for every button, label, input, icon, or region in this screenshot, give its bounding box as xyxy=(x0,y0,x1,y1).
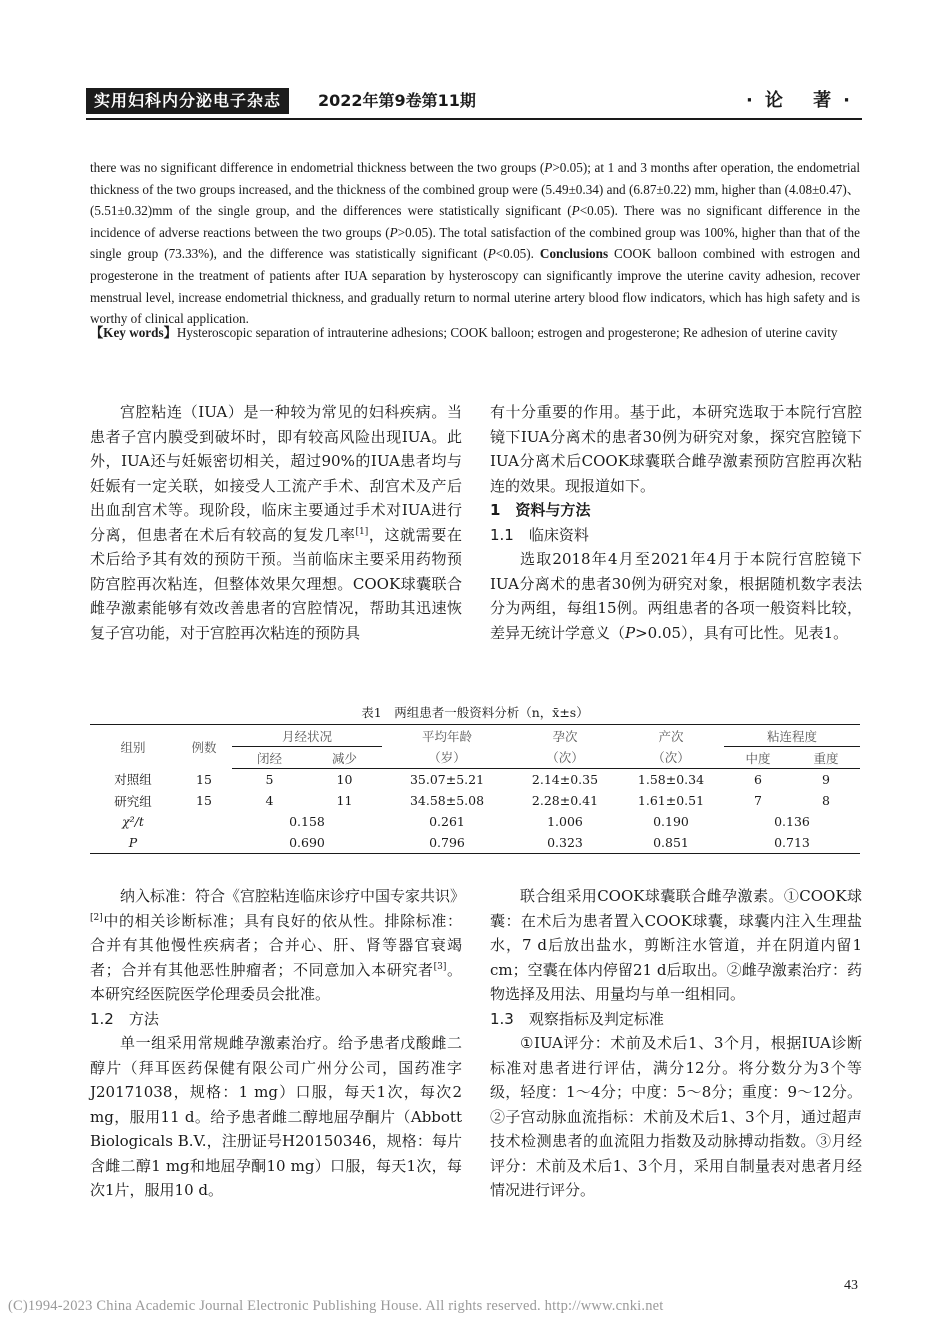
body-column-1 xyxy=(90,400,462,645)
col-header-severe: 重度 xyxy=(792,747,860,769)
abstract-text: there was no significant difference in endometrial thickness between the two groups (P>0.05); at 1 and 3 months after operation, the endometrial thickness of the two groups increased, and the thickness of the combined group were (5.49±0.34) and (6.87±0.22) mm, higher than (4.08±0.47)、(5.51±0.32)mm of the single group, and the differences were statistically significant (P<0.05). There was no significant difference in the incidence of adverse reactions between the two groups (P>0.05). The total satisfaction of the combined group was 100%, higher than that of the single group (73.33%), and the difference was statistically significant (P<0.05). Conclusions COOK balloon combined with estrogen and progesterone in the treatment of patients after IUA separation by hysteroscopy can significantly improve the uterine cavity adhesion, recover menstrual level, increase endometrial thickness, and gradually return to normal uterine artery blood flow indicators, which has high safety and is worthy of clinical application. xyxy=(90,160,860,327)
col-header-age-unit: （岁） xyxy=(382,747,512,769)
table-row-p: P 0.690 0.796 0.323 0.851 0.713 xyxy=(90,832,860,854)
col-header-pregnancy: 孕次 xyxy=(512,725,618,747)
section-heading-1-3: 1.3 观察指标及判定标准 xyxy=(490,1009,664,1028)
section-heading-1: 1 资料与方法 xyxy=(490,501,591,519)
criteria-paragraph: 纳入标准：符合《宫腔粘连临床诊疗中国专家共识》[2]中的相关诊断标准；具有良好的依从性。排除标准：合并有其他慢性疾病者；合并心、肝、肾等器官衰竭者；合并有其他恶性肿瘤者；不同意加入本研究者[3]。本研究经医院医学伦理委员会批准。 xyxy=(90,887,466,1003)
citation-1[interactable]: [1] xyxy=(355,526,369,537)
header-rule xyxy=(86,118,862,120)
table-title: 表1 两组患者一般资料分析（n，x̄±s） xyxy=(361,705,589,720)
citation-2[interactable]: [2] xyxy=(90,912,103,923)
col-header-parity: 产次 xyxy=(618,725,724,747)
page-number: 43 xyxy=(844,1278,858,1293)
journal-name: 实用妇科内分泌电子杂志 xyxy=(86,88,289,114)
combined-group-paragraph: 联合组采用COOK球囊联合雌孕激素。①COOK球囊：在术后为患者置入COOK球囊，球囊内注入生理盐水，7 d后放出盐水，剪断注水管道，并在阴道内留1 cm；空囊在体内停留21 d后取出。②雌孕激素治疗：药物选择及用法、用量均与单一组相同。 xyxy=(490,887,862,1003)
col-header-parity-unit: （次） xyxy=(618,747,724,769)
table-row: 对照组 15 5 10 35.07±5.21 2.14±0.35 1.58±0.34 6 9 xyxy=(114,771,830,788)
general-data-table xyxy=(90,724,860,854)
col-header-pregnancy-unit: （次） xyxy=(512,747,618,769)
issue-info: 2022年第9卷第11期 xyxy=(318,91,476,110)
table-row: 研究组 15 4 11 34.58±5.08 2.28±0.41 1.61±0.51 7 8 xyxy=(114,793,830,809)
body-column-4 xyxy=(490,884,862,1203)
copyright-watermark: (C)1994-2023 China Academic Journal Electronic Publishing House. All rights reserved. http://www.cnki.net xyxy=(8,1298,664,1314)
citation-3[interactable]: [3] xyxy=(433,961,447,972)
col-header-adhesion: 粘连程度 xyxy=(724,725,860,747)
body-column-2 xyxy=(490,400,862,645)
col-header-menses: 月经状况 xyxy=(232,725,382,747)
body-column-3 xyxy=(90,884,466,1203)
table-row-stat: χ²/t 0.158 0.261 1.006 0.190 0.136 xyxy=(122,814,810,829)
section-label: ·论 著· xyxy=(746,90,862,111)
clinical-data-paragraph: 选取2018年4月至2021年4月于本院行宫腔镜下IUA分离术的患者30例为研究对象，根据随机数字表法分为两组，每组15例。两组患者的各项一般资料比较，差异无统计学意义（P>0.05），具有可比性。见表1。 xyxy=(490,550,862,642)
section-heading-1-1: 1.1 临床资料 xyxy=(490,525,589,544)
col-header-cases: 例数 xyxy=(176,725,232,769)
intro-paragraph: 宫腔粘连（IUA）是一种较为常见的妇科疾病。当患者子宫内膜受到破坏时，即有较高风险出现IUA。此外，IUA还与妊娠密切相关，超过90%的IUA患者均与妊娠有一定关联，如接受人工流产手术、刮宫术及产后出血刮宫术等。现阶段，临床主要通过手术对IUA进行分离，但患者在术后有较高的复发几率[1]，这就需要在术后给予其有效的预防干预。当前临床主要采用药物预防宫腔再次粘连，但整体效果欠理想。COOK球囊联合雌孕激素能够有效改善患者的宫腔情况，帮助其迅速恢复子宫功能，对于宫腔再次粘连的预防具 xyxy=(90,403,462,642)
conclusions-label: Conclusions xyxy=(539,246,609,262)
col-header-group: 组别 xyxy=(90,725,176,769)
indicators-paragraph: ①IUA评分：术前及术后1、3个月，根据IUA诊断标准对患者进行评估，满分12分。将分数分为3个等级，轻度：1～4分；中度：5～8分；重度：9～12分。②子宫动脉血流指标：术前及术后1、3个月，通过超声技术检测患者的血流阻力指数及动脉搏动指数。③月经评分：术前及术后1、3个月，采用自制量表对患者月经情况进行评分。 xyxy=(490,1034,862,1199)
keywords: 【Key words】Hysteroscopic separation of intrauterine adhesions; COOK balloon; estrogen and progesterone; Re adhesion of uterine cavity xyxy=(90,325,838,340)
col-header-moderate: 中度 xyxy=(724,747,792,769)
method-paragraph: 单一组采用常规雌孕激素治疗。给予患者戊酸雌二醇片（拜耳医药保健有限公司广州分公司，国药准字J20171038，规格：1 mg）口服，每天1次，每次2 mg，服用11 d。给予患者雌二醇地屈孕酮片（Abbott Biologicals B.V.，注册证号H20150346，规格：每片含雌二醇1 mg和地屈孕酮10 mg）口服，每天1次，每次1片，服用10 d。 xyxy=(90,1034,462,1199)
col-header-reduced: 减少 xyxy=(307,747,382,769)
col-header-age: 平均年龄 xyxy=(382,725,512,747)
intro-paragraph-cont: 有十分重要的作用。基于此，本研究选取于本院行宫腔镜下IUA分离术的患者30例为研究对象，探究宫腔镜下IUA分离术后COOK球囊联合雌孕激素预防宫腔再次粘连的效果。现报道如下。 xyxy=(490,403,862,495)
section-heading-1-2: 1.2 方法 xyxy=(90,1009,159,1028)
col-header-closed: 闭经 xyxy=(232,747,307,769)
